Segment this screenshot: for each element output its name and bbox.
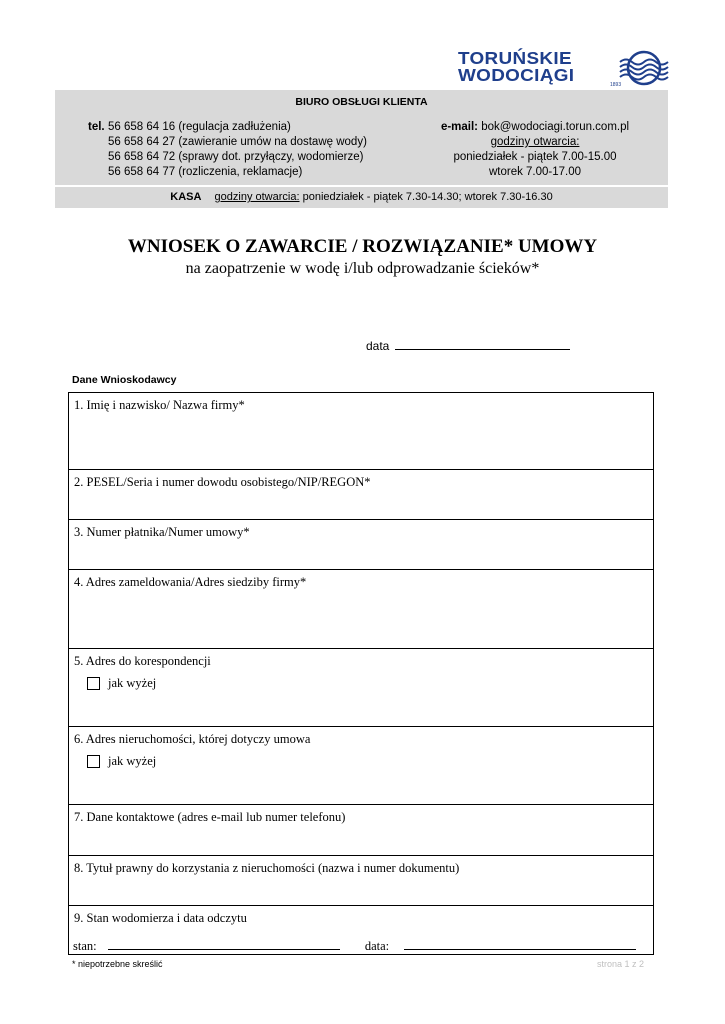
field-label: 4. Adres zameldowania/Adres siedziby firmy*	[74, 575, 307, 589]
document-subtitle: na zaopatrzenie w wodę i/lub odprowadzanie ścieków*	[185, 260, 540, 277]
checkbox-label: jak wyżej	[108, 754, 157, 768]
field-row-property[interactable]	[69, 727, 653, 805]
checkbox-box[interactable]	[87, 677, 100, 690]
phone-list	[88, 120, 367, 180]
company-logo	[458, 50, 673, 90]
logo-line-2: WODOCIĄGI	[458, 65, 575, 85]
date-field	[366, 338, 570, 353]
tel-label: tel.	[88, 121, 105, 133]
hours-label: godziny otwarcia:	[490, 136, 580, 148]
field-label: 5. Adres do korespondencji	[74, 654, 211, 668]
field-row-meter	[69, 906, 653, 955]
applicant-form	[68, 392, 654, 955]
checkbox-box[interactable]	[87, 755, 100, 768]
customer-service-info	[55, 90, 668, 185]
kasa-hours-label: godziny otwarcia:	[214, 191, 300, 203]
phone-4: 56 658 64 77 (rozliczenia, reklamacje)	[108, 166, 303, 178]
field-label: 3. Numer płatnika/Numer umowy*	[74, 525, 250, 539]
date-input-line[interactable]	[395, 338, 570, 350]
phone-2: 56 658 64 27 (zawieranie umów na dostawę wody)	[108, 136, 367, 148]
field-row-correspondence[interactable]	[69, 649, 653, 727]
document-title: WNIOSEK O ZAWARCIE / ROZWIĄZANIE* UMOWY	[127, 236, 598, 257]
field-label: 1. Imię i nazwisko/ Nazwa firmy*	[74, 398, 245, 412]
same-as-above-checkbox[interactable]	[87, 676, 156, 691]
field-row-contact[interactable]	[69, 805, 653, 856]
logo-year: 1893	[610, 82, 622, 88]
kasa-hours	[55, 187, 668, 208]
phone-1: 56 658 64 16 (regulacja zadłużenia)	[108, 121, 291, 133]
meter-fill-line	[73, 939, 636, 954]
field-label: 2. PESEL/Seria i numer dowodu osobistego/NIP/REGON*	[74, 475, 371, 489]
page-number: strona 1 z 2	[597, 959, 645, 969]
email-label: e-mail:	[440, 121, 479, 133]
hours-weekdays: poniedziałek - piątek 7.00-15.00	[453, 151, 617, 163]
checkbox-label: jak wyżej	[108, 676, 157, 690]
info-title: BIURO OBSŁUGI KLIENTA	[295, 96, 428, 108]
footnote: * niepotrzebne skreślić	[72, 959, 163, 969]
field-row-name[interactable]	[69, 393, 653, 470]
field-row-legal-title[interactable]	[69, 856, 653, 906]
field-label: 7. Dane kontaktowe (adres e-mail lub numer telefonu)	[74, 810, 346, 824]
kasa-hours-text: poniedziałek - piątek 7.30-14.30; wtorek 7.30-16.30	[302, 191, 553, 203]
stan-input-line[interactable]	[108, 939, 340, 950]
wave-logo-icon	[618, 50, 670, 86]
kasa-label: KASA	[170, 191, 202, 203]
stan-label: stan:	[73, 939, 97, 953]
field-label: 8. Tytuł prawny do korzystania z nieruchomości (nazwa i numer dokumentu)	[74, 861, 460, 875]
field-label: 9. Stan wodomierza i data odczytu	[74, 911, 247, 925]
field-row-payer[interactable]	[69, 520, 653, 570]
hours-tuesday: wtorek 7.00-17.00	[488, 166, 582, 178]
reading-date-input-line[interactable]	[404, 939, 636, 950]
field-row-address[interactable]	[69, 570, 653, 649]
phone-3: 56 658 64 72 (sprawy dot. przyłączy, wodomierze)	[108, 151, 364, 163]
field-label: 6. Adres nieruchomości, której dotyczy umowa	[74, 732, 311, 746]
contact-hours	[415, 120, 655, 180]
data-label: data:	[364, 939, 390, 953]
email-address: bok@wodociagi.torun.com.pl	[481, 121, 630, 133]
field-row-id[interactable]	[69, 470, 653, 520]
date-label: data	[366, 339, 390, 353]
same-as-above-checkbox[interactable]	[87, 754, 156, 769]
section-label: Dane Wnioskodawcy	[72, 374, 177, 386]
logo-line-1: TORUŃSKIE	[458, 48, 572, 68]
